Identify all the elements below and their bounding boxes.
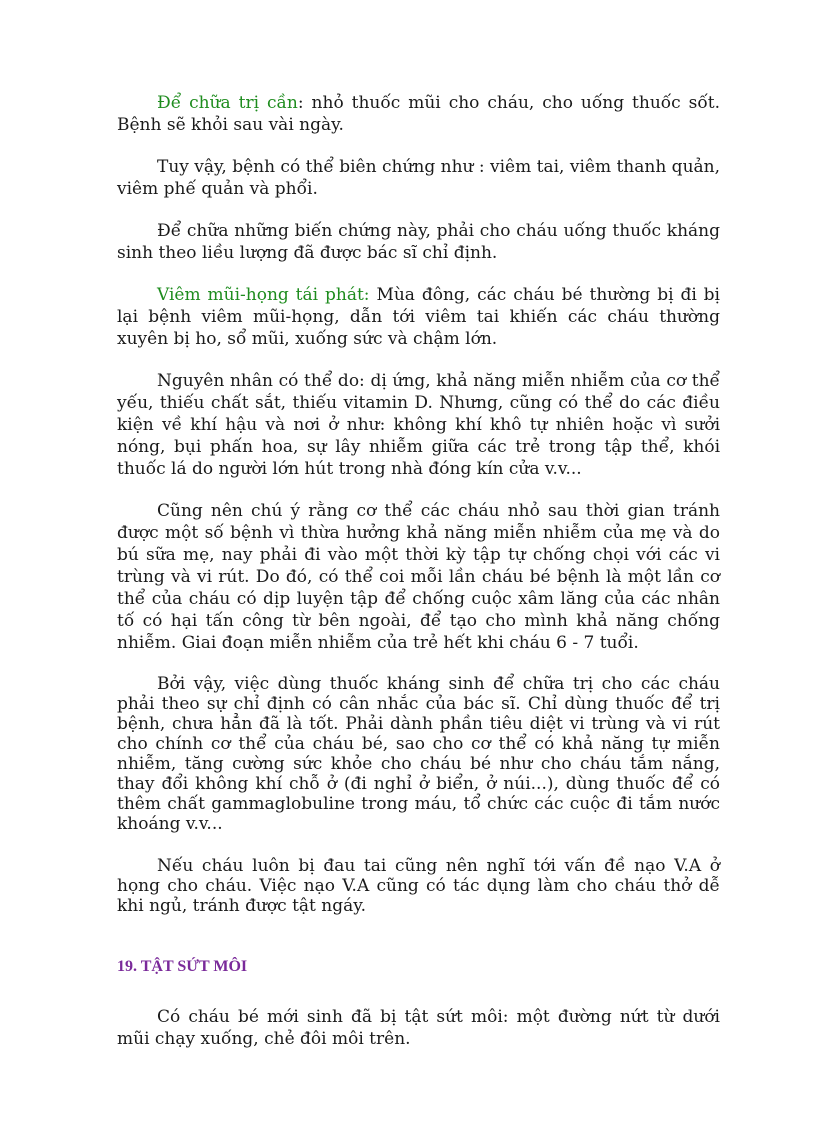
paragraph-adenoids: Nếu cháu luôn bị đau tai cũng nên nghĩ tới vấn đề nạo V.A ở họng cho cháu. Việc nạo V.A cũng có tác dụng làm cho cháu thở dễ khi ngủ, tránh được tật ngáy.	[117, 856, 720, 916]
section-heading: 19. TẬT SỨT MÔI	[117, 958, 248, 975]
paragraph-immunity: Cũng nên chú ý rằng cơ thể các cháu nhỏ sau thời gian tránh được một số bệnh vì thừa hưởng khả năng miễn nhiễm của mẹ và do bú sữa mẹ, nay phải đi vào một thời kỳ tập tự chống chọi với các vi trùng và vi rút. Do đó, có thể coi mỗi lần cháu bé bệnh là một lần cơ thể của cháu có dịp luyện tập để chống cuộc xâm lăng của các nhân tố có hại tấn công từ bên ngoài, để tạo cho mình khả năng chống nhiễm. Giai đoạn miễn nhiễm của trẻ hết khi cháu 6 - 7 tuổi.	[117, 501, 720, 653]
paragraph-complications: Tuy vậy, bệnh có thể biên chứng như : viêm tai, viêm thanh quản, viêm phế quản và phổi.	[117, 157, 721, 199]
paragraph-cleft-lip: Có cháu bé mới sinh đã bị tật sứt môi: một đường nứt từ dưới mũi chạy xuống, chẻ đôi môi trên.	[117, 1007, 720, 1049]
paragraph-causes: Nguyên nhân có thể do: dị ứng, khả năng miễn nhiễm của cơ thể yếu, thiếu chất sắt, thiếu vitamin D. Nhưng, cũng có thể do các điều kiện về khí hậu và nơi ở như: không khí khô tự nhiên hoặc vì sưởi nóng, bụi phấn hoa, sự lây nhiễm giữa các trẻ trong tập thể, khói thuốc lá do người lớn hút trong nhà đóng kín cửa v.v...	[117, 371, 720, 479]
lead-recurrent: Viêm mũi-họng tái phát:	[157, 285, 370, 305]
paragraph-antibiotic-use: Bởi vậy, việc dùng thuốc kháng sinh để chữa trị cho các cháu phải theo sự chỉ định có cân nhắc của bác sĩ. Chỉ dùng thuốc để trị bệnh, chưa hẳn đã là tốt. Phải dành phần tiêu diệt vi trùng và vi rút cho chính cơ thể của cháu bé, sao cho cơ thể có khả năng tự miễn nhiễm, tăng cường sức khỏe cho cháu bé như cho cháu tắm nắng, thay đổi không khí chỗ ở (đi nghỉ ở biển, ở núi...), dùng thuốc để có thêm chất gammaglobuline trong máu, tổ chức các cuộc đi tắm nước khoáng v.v...	[117, 674, 720, 834]
paragraph-text: : nhỏ thuốc mũi cho cháu, cho uống thuốc sốt. Bệnh sẽ khỏi sau vài ngày.	[117, 93, 720, 135]
document-page	[117, 92, 720, 1050]
paragraph-antibiotics: Để chữa những biến chứng này, phải cho cháu uống thuốc kháng sinh theo liều lượng đã được bác sĩ chỉ định.	[117, 221, 720, 263]
paragraph-treatment	[117, 92, 720, 136]
paragraph-text: Mùa đông, các cháu bé thường bị đi bị lại bệnh viêm mũi-họng, dẫn tới viêm tai khiến các cháu thường xuyên bị ho, sổ mũi, xuống sức và chậm lớn.	[117, 285, 720, 349]
paragraph-recurrent	[117, 284, 720, 350]
lead-treatment: Để chữa trị cần	[157, 93, 298, 113]
